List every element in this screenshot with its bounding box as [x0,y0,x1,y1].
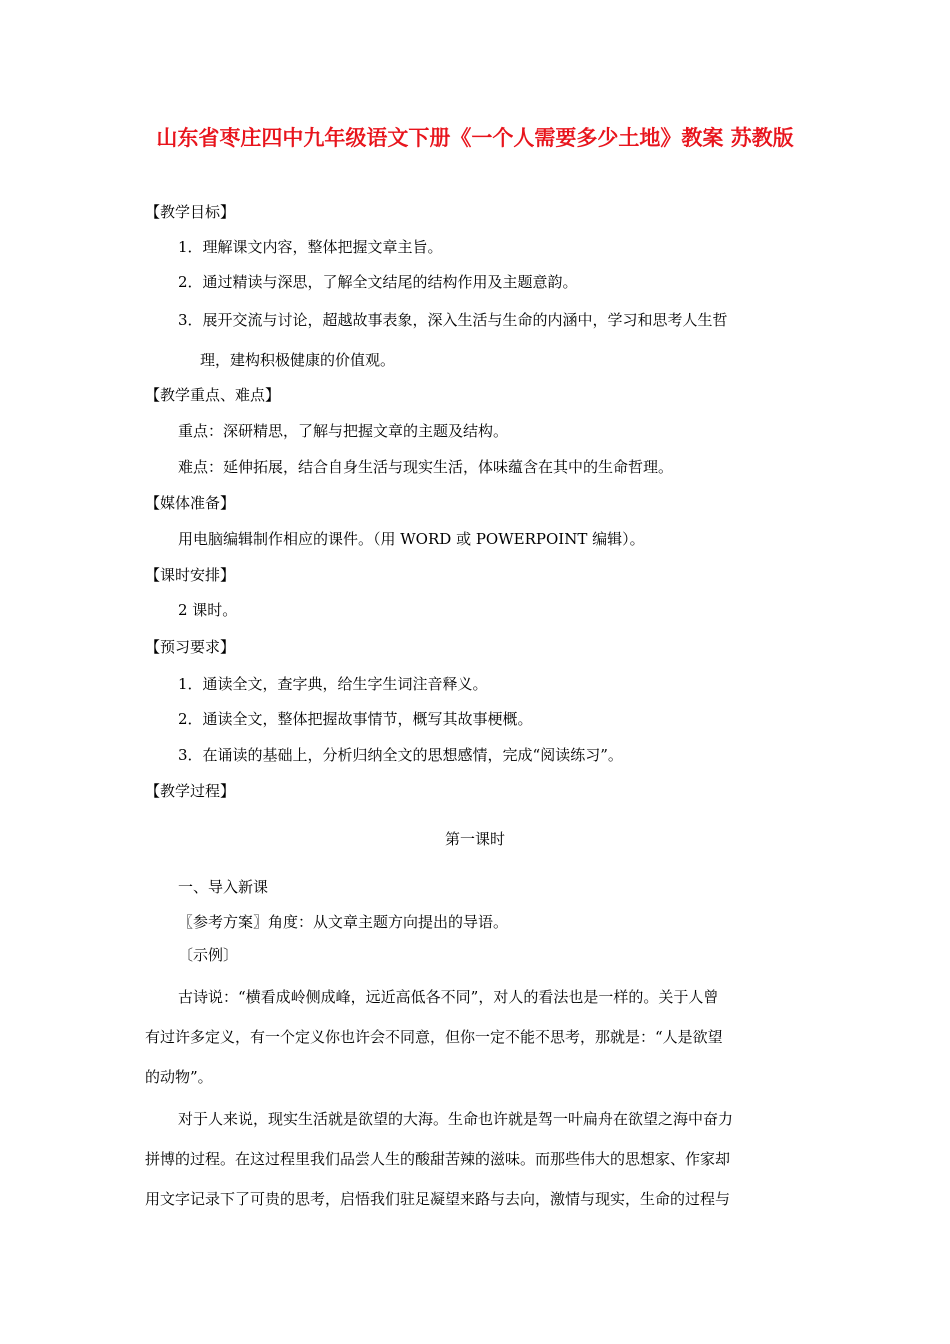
heading-media: 【媒体准备】 [145,494,236,512]
preview-item-1: 1．通读全文，查字典，给生字生词注音释义。 [178,675,488,693]
reference-plan: 〖参考方案〗角度：从文章主题方向提出的导语。 [178,913,509,931]
example-label: 〔示例〕 [178,946,239,964]
document-title: 山东省枣庄四中九年级语文下册《一个人需要多少土地》教案 苏教版 [156,126,794,150]
key-point: 重点：深研精思，了解与把握文章的主题及结构。 [178,422,509,440]
heading-schedule: 【课时安排】 [145,566,236,584]
paragraph-2-line-3: 用文字记录下了可贵的思考，启悟我们驻足凝望来路与去向，激情与现实，生命的过程与 [145,1190,731,1208]
schedule-text: 2 课时。 [178,601,238,619]
paragraph-2-line-2: 拼博的过程。在这过程里我们品尝人生的酸甜苦辣的滋味。而那些伟大的思想家、作家却 [145,1150,731,1168]
paragraph-1-line-3: 的动物”。 [145,1068,213,1086]
heading-process: 【教学过程】 [145,782,236,800]
objective-item-2: 2．通过精读与深思，了解全文结尾的结构作用及主题意韵。 [178,273,578,291]
heading-key-points: 【教学重点、难点】 [145,386,281,404]
objective-item-3-continued: 理，建构积极健康的价值观。 [200,351,396,369]
paragraph-2-line-1: 对于人来说，现实生活就是欲望的大海。生命也许就是驾一叶扁舟在欲望之海中奋力 [178,1110,734,1128]
preview-item-3: 3．在诵读的基础上，分析归纳全文的思想感情，完成“阅读练习”。 [178,746,623,764]
preview-item-2: 2．通读全文，整体把握故事情节，概写其故事梗概。 [178,710,533,728]
objective-item-3: 3．展开交流与讨论，超越故事表象，深入生活与生命的内涵中，学习和思考人生哲 [178,311,728,329]
paragraph-1-line-2: 有过许多定义，有一个定义你也许会不同意，但你一定不能不思考，那就是：“人是欲望 [145,1028,723,1046]
objective-item-1: 1．理解课文内容，整体把握文章主旨。 [178,238,443,256]
lesson-title: 第一课时 [444,830,505,848]
difficult-point: 难点：延伸拓展，结合自身生活与现实生活，体味蕴含在其中的生命哲理。 [178,458,674,476]
heading-objectives: 【教学目标】 [145,203,236,221]
paragraph-1-line-1: 古诗说：“横看成岭侧成峰，远近高低各不同”，对人的看法也是一样的。关于人曾 [178,988,719,1006]
section-heading: 一、导入新课 [178,878,269,896]
media-text: 用电脑编辑制作相应的课件。（用 WORD 或 POWERPOINT 编辑）。 [178,530,645,548]
heading-preview: 【预习要求】 [145,638,236,656]
